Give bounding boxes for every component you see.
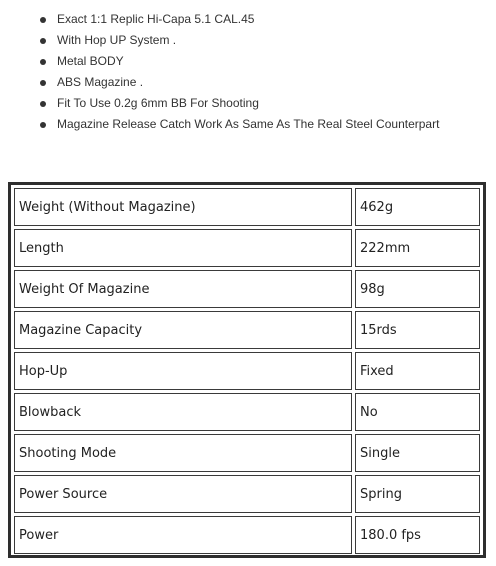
feature-text: With Hop UP System .	[57, 33, 177, 47]
bullet-icon	[40, 80, 46, 86]
bullet-icon	[40, 122, 46, 128]
table-row	[14, 270, 480, 308]
spec-label: Power	[14, 516, 352, 554]
feature-item	[38, 51, 439, 72]
spec-label: Hop-Up	[14, 352, 352, 390]
table-row	[14, 434, 480, 472]
spec-label: Blowback	[14, 393, 352, 431]
table-row	[14, 516, 480, 554]
feature-text: Magazine Release Catch Work As Same As The Real Steel Counterpart	[57, 117, 440, 131]
spec-value: 222mm	[355, 229, 480, 267]
feature-text: Metal BODY	[57, 54, 124, 68]
table-row	[14, 188, 480, 226]
feature-item	[38, 72, 439, 93]
spec-label: Weight Of Magazine	[14, 270, 352, 308]
spec-label: Power Source	[14, 475, 352, 513]
table-row	[14, 229, 480, 267]
spec-value: 98g	[355, 270, 480, 308]
bullet-icon	[40, 38, 46, 44]
spec-value: Fixed	[355, 352, 480, 390]
table-row	[14, 393, 480, 431]
table-row	[14, 352, 480, 390]
spec-value: 462g	[355, 188, 480, 226]
spec-label: Weight (Without Magazine)	[14, 188, 352, 226]
spec-label: Length	[14, 229, 352, 267]
bullet-icon	[40, 17, 46, 23]
spec-value: Spring	[355, 475, 480, 513]
spec-value: 15rds	[355, 311, 480, 349]
spec-label: Shooting Mode	[14, 434, 352, 472]
spec-value: 180.0 fps	[355, 516, 480, 554]
feature-text: Fit To Use 0.2g 6mm BB For Shooting	[57, 96, 259, 110]
feature-text: ABS Magazine .	[57, 75, 144, 89]
spec-table	[11, 185, 483, 557]
bullet-icon	[40, 59, 46, 65]
spec-value: No	[355, 393, 480, 431]
feature-item	[38, 93, 439, 114]
feature-list	[38, 9, 439, 135]
table-row	[14, 311, 480, 349]
table-row	[14, 475, 480, 513]
spec-table-frame	[8, 182, 486, 558]
bullet-icon	[40, 101, 46, 107]
feature-text: Exact 1:1 Replic Hi-Capa 5.1 CAL.45	[57, 12, 255, 26]
spec-label: Magazine Capacity	[14, 311, 352, 349]
feature-item	[38, 9, 439, 30]
feature-item	[38, 114, 439, 135]
feature-item	[38, 30, 439, 51]
spec-value: Single	[355, 434, 480, 472]
